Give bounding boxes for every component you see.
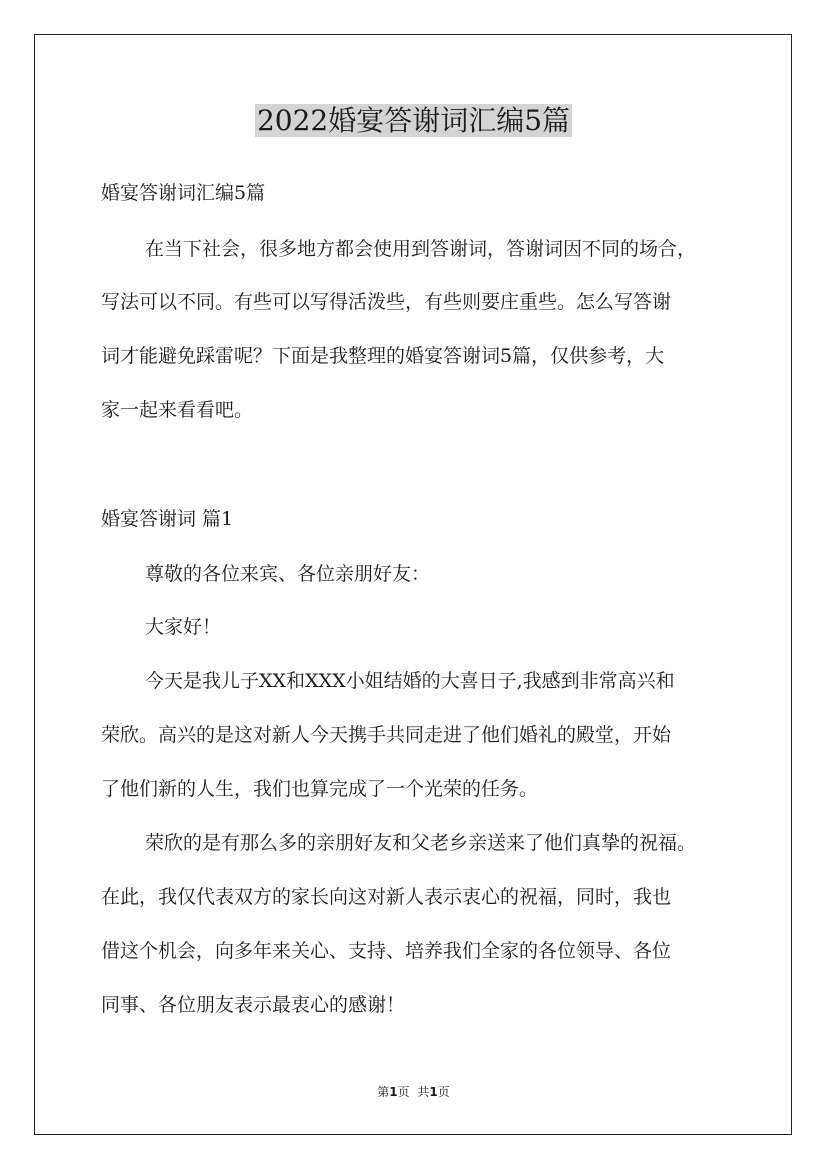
footer-total-number: 1	[429, 1085, 438, 1099]
footer-total-prefix: 共	[417, 1085, 430, 1099]
intro-line-1: 在当下社会，很多地方都会使用到答谢词，答谢词因不同的场合，	[145, 238, 697, 260]
section1-line-4: 荣欣。高兴的是这对新人今天携手共同走进了他们婚礼的殿堂，开始	[101, 724, 672, 746]
section1-heading: 婚宴答谢词 篇1	[101, 508, 234, 530]
section1-line-9: 同事、各位朋友表示最衷心的感谢！	[101, 994, 406, 1016]
section1-line-6: 荣欣的是有那么多的亲朋好友和父老乡亲送来了他们真挚的祝福。	[145, 832, 697, 854]
section1-line-1: 尊敬的各位来宾、各位亲朋好友：	[145, 563, 431, 585]
section1-line-5: 了他们新的人生，我们也算完成了一个光荣的任务。	[101, 778, 539, 800]
footer-total-suffix: 页	[437, 1085, 450, 1099]
document-subtitle: 婚宴答谢词汇编5篇	[101, 182, 266, 204]
footer-page-suffix: 页	[397, 1085, 410, 1099]
intro-line-4: 家一起来看看吧。	[101, 399, 254, 421]
section1-line-3: 今天是我儿子XX和XXX小姐结婚的大喜日子,我感到非常高兴和	[145, 670, 675, 692]
footer-page-number: 1	[389, 1085, 398, 1099]
intro-line-3: 词才能避免踩雷呢？下面是我整理的婚宴答谢词5篇，仅供参考，大	[101, 345, 665, 367]
page-footer	[0, 1083, 827, 1100]
section1-line-8: 借这个机会，向多年来关心、支持、培养我们全家的各位领导、各位	[101, 940, 672, 962]
footer-page-prefix: 第	[377, 1085, 390, 1099]
section1-line-2: 大家好！	[145, 616, 222, 638]
document-title	[0, 98, 827, 144]
document-title-text: 2022婚宴答谢词汇编5篇	[256, 104, 571, 137]
section1-line-7: 在此，我仅代表双方的家长向这对新人表示衷心的祝福，同时，我也	[101, 886, 672, 908]
intro-line-2: 写法可以不同。有些可以写得活泼些，有些则要庄重些。怎么写答谢	[101, 291, 672, 313]
